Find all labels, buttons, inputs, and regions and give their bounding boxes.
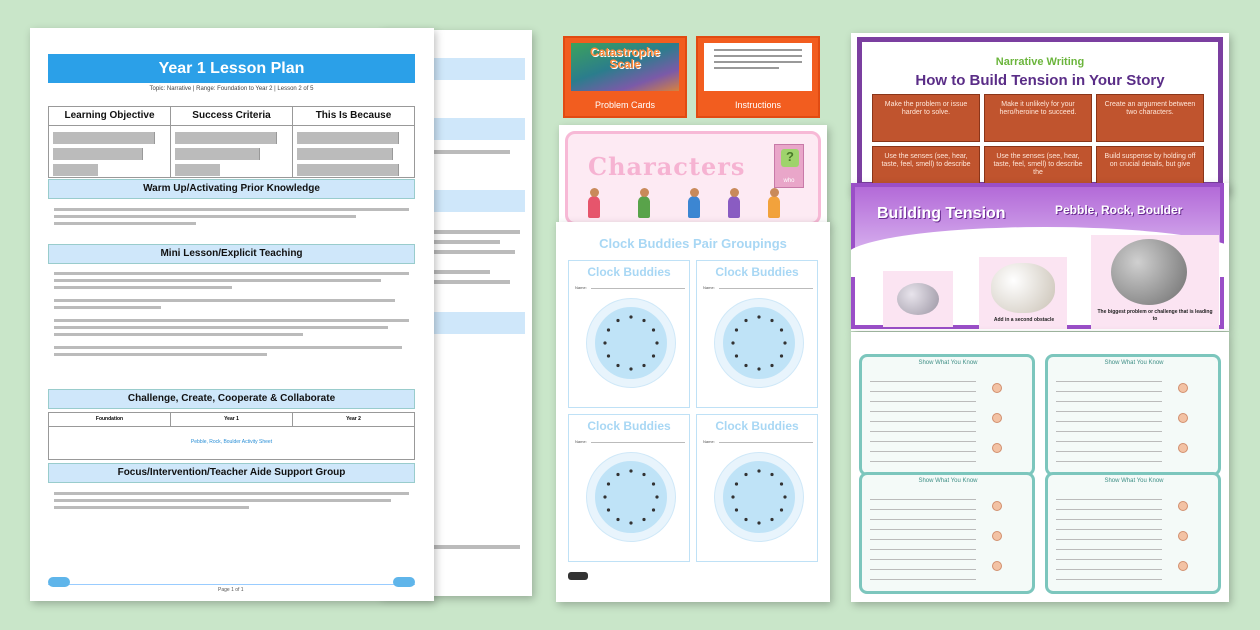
hour-marker — [780, 354, 783, 357]
instructions-label: Instructions — [734, 100, 782, 110]
name-label: Name: — [575, 285, 587, 290]
hour-marker — [629, 521, 632, 524]
child-figure — [688, 196, 700, 218]
activity-sheet-link[interactable]: Pebble, Rock, Boulder Activity Sheet — [190, 439, 273, 445]
section-bar — [430, 312, 525, 334]
hour-marker — [652, 508, 655, 511]
hour-marker — [770, 319, 773, 322]
characters-frame — [565, 131, 821, 225]
show-what-you-know-card — [1045, 354, 1221, 476]
pebble-panel — [883, 271, 953, 327]
instructions-card[interactable] — [696, 36, 820, 118]
thinking-face-icon — [992, 561, 1002, 571]
tension-poster-title: How to Build Tension in Your Story — [915, 72, 1165, 89]
clock-buddies-card-title: Clock Buddies — [587, 419, 671, 433]
rock-panel — [979, 257, 1067, 329]
hour-marker — [780, 328, 783, 331]
foundation-header: Foundation — [49, 413, 171, 426]
text-line — [430, 280, 510, 284]
clock-buddies-card-title: Clock Buddies — [715, 265, 799, 279]
hour-marker — [603, 495, 606, 498]
show-what-you-know-heading: Show What You Know — [918, 478, 978, 484]
focus-group-heading: Focus/Intervention/Teacher Aide Support Group — [48, 463, 415, 483]
hour-marker — [652, 482, 655, 485]
show-what-you-know-heading: Show What You Know — [1104, 478, 1164, 484]
hour-marker — [629, 469, 632, 472]
show-what-you-know-card — [859, 354, 1035, 476]
catastrophe-scale-card[interactable] — [563, 36, 687, 118]
criteria-cell — [171, 126, 293, 177]
building-tension-poster — [851, 183, 1229, 331]
thinking-face-icon — [1178, 501, 1188, 511]
tension-poster-frame — [857, 37, 1223, 187]
show-what-you-know-card — [859, 472, 1035, 594]
clock-buddies-card — [568, 260, 690, 408]
hour-marker — [607, 354, 610, 357]
text-line — [430, 545, 520, 549]
hour-marker — [642, 319, 645, 322]
tension-tip-tile: Use the senses (see, hear, taste, feel, smell) to describe the — [984, 146, 1092, 193]
page-number: Page 1 of 1 — [218, 587, 244, 593]
hour-marker — [616, 518, 619, 521]
thinking-face-icon — [1178, 561, 1188, 571]
name-label: Name: — [703, 439, 715, 444]
hour-marker — [757, 315, 760, 318]
clock-buddies-card — [696, 414, 818, 562]
text-line — [430, 250, 515, 254]
hour-marker — [757, 367, 760, 370]
clock-buddies-sheet — [556, 222, 830, 602]
hour-marker — [757, 469, 760, 472]
boulder-caption: The biggest problem or challenge that is leading to — [1097, 309, 1213, 322]
hour-marker — [770, 473, 773, 476]
hour-marker — [744, 473, 747, 476]
section-bar — [430, 58, 525, 80]
hour-marker — [735, 482, 738, 485]
child-figure — [728, 196, 740, 218]
warm-up-heading: Warm Up/Activating Prior Knowledge — [48, 179, 415, 199]
hour-marker — [629, 315, 632, 318]
hour-marker — [655, 495, 658, 498]
tension-tip-tile: Make it unlikely for your hero/heroine to succeed. — [984, 94, 1092, 142]
tension-tip-tile: Create an argument between two characters. — [1096, 94, 1204, 142]
pebble-image — [897, 283, 939, 315]
hour-marker — [652, 328, 655, 331]
tension-poster — [851, 33, 1229, 193]
boulder-image — [1111, 239, 1187, 305]
instructions-text-area — [704, 43, 812, 91]
hour-marker — [616, 364, 619, 367]
tension-tip-tile: Make the problem or issue harder to solve. — [872, 94, 980, 142]
hour-marker — [757, 521, 760, 524]
thinking-face-icon — [1178, 413, 1188, 423]
objective-cell — [49, 126, 171, 177]
narrative-writing-kicker: Narrative Writing — [995, 56, 1085, 68]
hour-marker — [642, 518, 645, 521]
clock-buddies-title: Clock Buddies Pair Groupings — [599, 236, 787, 251]
catastrophe-scale-title: Catastrophe Scale — [589, 45, 660, 71]
hour-marker — [607, 328, 610, 331]
show-what-you-know-card — [1045, 472, 1221, 594]
rock-image — [991, 263, 1055, 313]
warm-up-text — [54, 208, 409, 225]
hour-marker — [652, 354, 655, 357]
hour-marker — [744, 319, 747, 322]
hour-marker — [642, 364, 645, 367]
child-figure — [768, 196, 780, 218]
thinking-face-icon — [992, 531, 1002, 541]
hour-marker — [603, 341, 606, 344]
show-what-you-know-heading: Show What You Know — [918, 360, 978, 366]
rock-caption: Add in a second obstacle — [993, 317, 1055, 323]
hour-marker — [731, 341, 734, 344]
child-figure — [638, 196, 650, 218]
objective-cells — [48, 126, 415, 178]
year-1-header: Year 1 — [171, 413, 293, 426]
hour-marker — [642, 473, 645, 476]
thinking-face-icon — [992, 443, 1002, 453]
clock-buddies-card-title: Clock Buddies — [715, 419, 799, 433]
pebble-rock-boulder-subtitle: Pebble, Rock, Boulder — [1055, 203, 1183, 217]
hour-marker — [629, 367, 632, 370]
lesson-plan-footer — [48, 584, 415, 596]
clock-buddies-card — [568, 414, 690, 562]
hour-marker — [744, 364, 747, 367]
hour-marker — [655, 341, 658, 344]
focus-group-text — [54, 492, 409, 509]
thinking-face-icon — [992, 413, 1002, 423]
hour-marker — [607, 508, 610, 511]
building-tension-title: Building Tension — [877, 205, 1006, 222]
hour-marker — [616, 473, 619, 476]
hour-marker — [780, 482, 783, 485]
name-label: Name: — [575, 439, 587, 444]
who-label: who — [783, 178, 795, 184]
lesson-plan-subtitle: Topic: Narrative | Range: Foundation to Year 2 | Lesson 2 of 5 — [149, 86, 314, 92]
building-tension-frame — [851, 183, 1224, 329]
success-criteria-header: Success Criteria — [171, 107, 293, 125]
twinkl-logo — [393, 577, 415, 587]
show-what-you-know-heading: Show What You Know — [1104, 360, 1164, 366]
thinking-face-icon — [1178, 531, 1188, 541]
hour-marker — [735, 508, 738, 511]
objective-header-row — [48, 106, 415, 126]
clock-buddies-card-title: Clock Buddies — [587, 265, 671, 279]
twinkl-logo — [48, 577, 70, 587]
tension-tip-tile: Use the senses (see, hear, taste, feel, smell) to describe — [872, 146, 980, 193]
thinking-face-icon — [1178, 443, 1188, 453]
clock-dial — [715, 453, 803, 541]
hour-marker — [735, 354, 738, 357]
section-bar — [430, 190, 525, 212]
problem-cards-label: Problem Cards — [594, 100, 656, 110]
challenge-heading: Challenge, Create, Cooperate & Collaborate — [48, 389, 415, 409]
mini-lesson-text — [54, 272, 409, 356]
section-bar — [430, 118, 525, 140]
this-is-because-header: This Is Because — [315, 110, 392, 121]
hour-marker — [607, 482, 610, 485]
hour-marker — [783, 495, 786, 498]
catastrophe-scale-illustration — [571, 43, 679, 91]
hour-marker — [780, 508, 783, 511]
mini-lesson-heading: Mini Lesson/Explicit Teaching — [48, 244, 415, 264]
twinkl-logo — [568, 572, 588, 580]
year-2-header: Year 2 — [346, 416, 361, 422]
name-label: Name: — [703, 285, 715, 290]
hour-marker — [744, 518, 747, 521]
hour-marker — [616, 319, 619, 322]
clock-buddies-card — [696, 260, 818, 408]
who-badge — [774, 144, 804, 188]
lesson-plan-title: Year 1 Lesson Plan — [48, 54, 415, 83]
because-cell — [293, 126, 414, 177]
clock-dial — [587, 453, 675, 541]
boulder-panel — [1091, 235, 1219, 329]
learning-objective-header: Learning Objective — [49, 107, 171, 125]
text-line — [430, 150, 510, 154]
show-what-you-know-sheet — [851, 332, 1229, 602]
thinking-face-icon — [992, 383, 1002, 393]
question-mark-icon: ? — [781, 149, 799, 167]
characters-title: Characters — [588, 152, 746, 181]
differentiation-grid — [48, 412, 415, 460]
text-line — [430, 240, 500, 244]
hour-marker — [735, 328, 738, 331]
hour-marker — [783, 341, 786, 344]
lesson-plan-page — [30, 28, 434, 601]
hour-marker — [770, 518, 773, 521]
hour-marker — [731, 495, 734, 498]
text-line — [430, 270, 490, 274]
clock-dial — [715, 299, 803, 387]
thinking-face-icon — [1178, 383, 1188, 393]
hour-marker — [770, 364, 773, 367]
clock-dial — [587, 299, 675, 387]
tension-tip-tile: Build suspense by holding off on crucial details, but give — [1096, 146, 1204, 193]
characters-poster — [559, 125, 827, 225]
thinking-face-icon — [992, 501, 1002, 511]
text-line — [430, 230, 520, 234]
child-figure — [588, 196, 600, 218]
